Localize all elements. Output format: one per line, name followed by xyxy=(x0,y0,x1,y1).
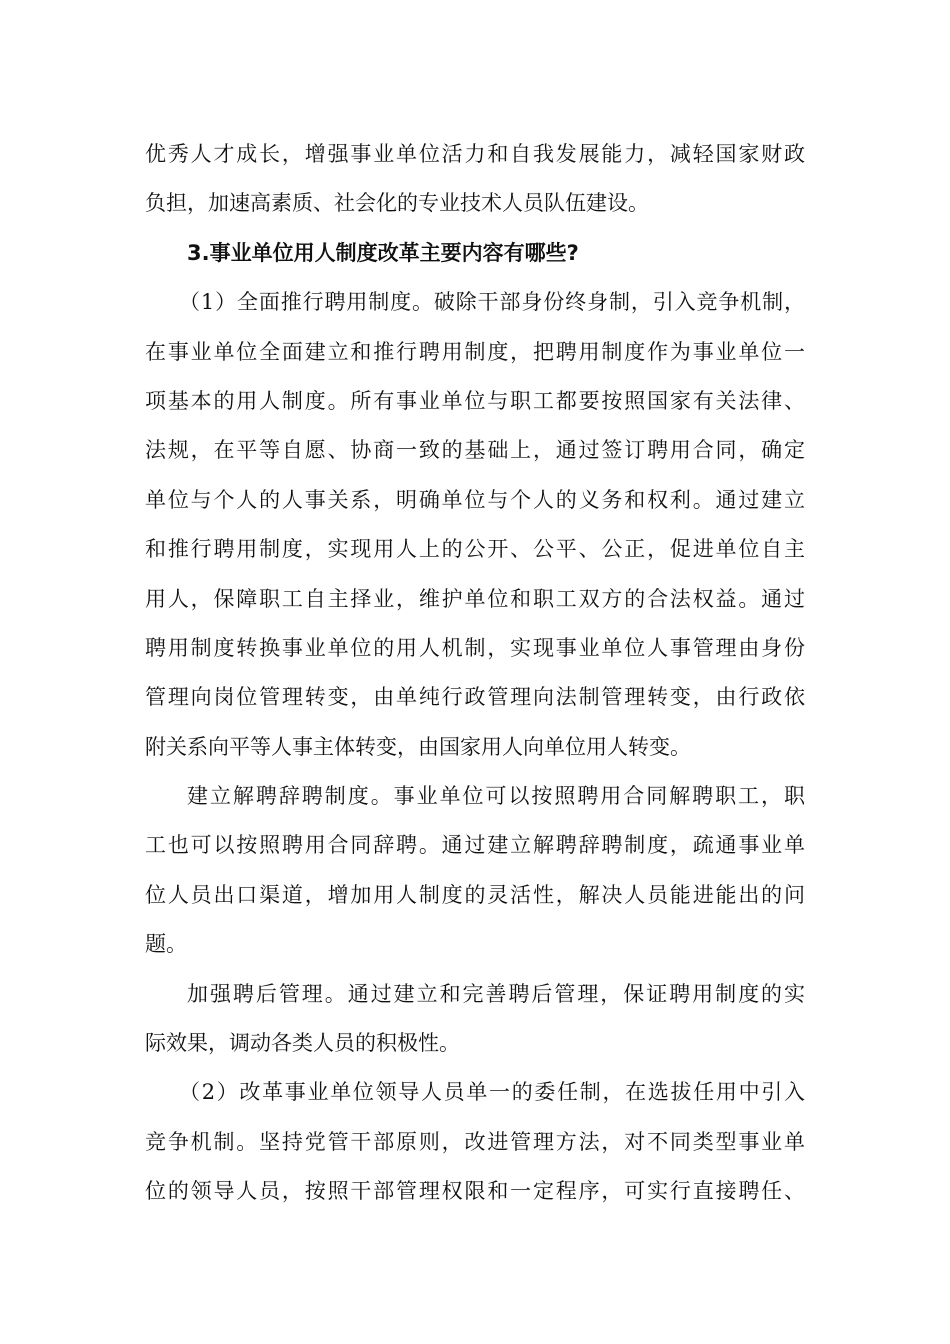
paragraph-line: 优秀人才成长，增强事业单位活力和自我发展能力，减轻国家财政 xyxy=(145,142,805,166)
paragraph-line: 项基本的用人制度。所有事业单位与职工都要按照国家有关法律、 xyxy=(145,388,805,413)
paragraph-line: （1）全面推行聘用制度。破除干部身份终身制，引入竞争机制， xyxy=(179,290,805,315)
paragraph-line: 在事业单位全面建立和推行聘用制度，把聘用制度作为事业单位一 xyxy=(145,339,805,364)
paragraph-line: 管理向岗位管理转变，由单纯行政管理向法制管理转变，由行政依 xyxy=(145,685,805,710)
paragraph-line: 竞争机制。坚持党管干部原则，改进管理方法，对不同类型事业单 xyxy=(145,1129,805,1154)
paragraph-line: 单位与个人的人事关系，明确单位与个人的义务和权利。通过建立 xyxy=(145,487,805,512)
paragraph-line: 附关系向平等人事主体转变，由国家用人向单位用人转变。 xyxy=(145,734,691,759)
paragraph-line: 法规，在平等自愿、协商一致的基础上，通过签订聘用合同，确定 xyxy=(145,438,805,463)
paragraph-line: 加强聘后管理。通过建立和完善聘后管理，保证聘用制度的实 xyxy=(187,981,805,1006)
section-heading: 3.事业单位用人制度改革主要内容有哪些? xyxy=(187,240,579,265)
paragraph-line: 位的领导人员，按照干部管理权限和一定程序，可实行直接聘任、 xyxy=(145,1179,805,1204)
paragraph-line: 负担，加速高素质、社会化的专业技术人员队伍建设。 xyxy=(145,191,649,216)
paragraph-line: 聘用制度转换事业单位的用人机制，实现事业单位人事管理由身份 xyxy=(145,635,805,660)
paragraph-line: 题。 xyxy=(145,932,187,957)
paragraph-line: 位人员出口渠道，增加用人制度的灵活性，解决人员能进能出的问 xyxy=(145,882,805,907)
paragraph-line: 用人，保障职工自主择业，维护单位和职工双方的合法权益。通过 xyxy=(145,586,805,611)
paragraph-line: 建立解聘辞聘制度。事业单位可以按照聘用合同解聘职工，职 xyxy=(187,784,805,809)
paragraph-line: 和推行聘用制度，实现用人上的公开、公平、公正，促进单位自主 xyxy=(145,537,805,562)
paragraph-line: 际效果，调动各类人员的积极性。 xyxy=(145,1031,460,1056)
document-body xyxy=(145,130,805,1217)
paragraph-line: 工也可以按照聘用合同辞聘。通过建立解聘辞聘制度，疏通事业单 xyxy=(145,833,805,858)
paragraph-line: （2）改革事业单位领导人员单一的委任制，在选拔任用中引入 xyxy=(179,1080,805,1105)
